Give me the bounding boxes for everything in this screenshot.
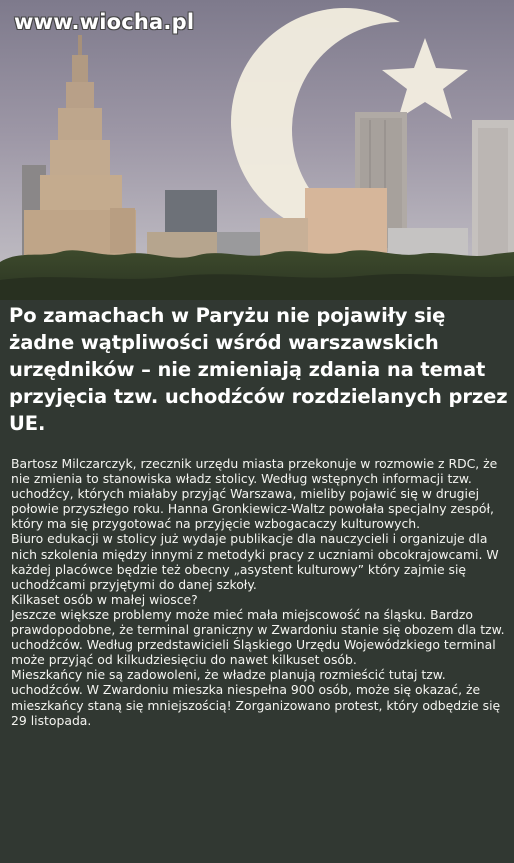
watermark: www.wiocha.pl	[14, 10, 195, 34]
paragraph-mieszkancy: Mieszkańcy nie są zadowoleni, że władze planują rozmieścić tutaj tzw. uchodźców. W Zwardoniu mieszka niespełna 900 osób, może się okazać, że mieszkańcy staną się mniejszością! Zorganizowano protest, który odbędzie się 29 listopada.	[11, 667, 501, 728]
paragraph-zwardon: Jeszcze większe problemy może mieć mała miejscowość na śląsku. Bardzo prawdopodobne, że terminal graniczny w Zwardoniu stanie się obozem dla tzw. uchodźców. Według przedstawicieli Śląskiego Urzędu Wojewódzkiego terminal może przyjąć od kilkudziesięciu do nawet kilkuset osób.	[11, 606, 505, 668]
subheading-wioska: Kilkaset osób w małej wiosce?	[11, 591, 198, 607]
paragraph-rzecznik: Bartosz Milczarczyk, rzecznik urzędu miasta przekonuje w rozmowie z RDC, że nie zmienia to stanowiska władz stolicy. Według wstępnych informacji tzw. uchodźcy, których miałaby przyjąć Warszawa, mieliby pojawić się w drugiej połowie przyszłego roku. Hanna Gronkiewicz-Waltz powołała specjalny zespół, który ma się przygotować na przyjęcie wzbogacaczy kulturowych.	[11, 456, 498, 532]
right-tower	[472, 120, 514, 260]
article-body	[11, 456, 511, 728]
headline: Po zamachach w Paryżu nie pojawiły się żadne wątpliwości wśród warszawskich urzędników – nie zmieniają zdania na temat przyjęcia tzw. uchodźców rozdzielanych przez UE.	[9, 304, 508, 435]
paragraph-biuro-edukacji: Biuro edukacji w stolicy już wydaje publikacje dla nauczycieli i organizuje dla nich szkolenia między innymi z metodyki pracy z uczniami obcokrajowcami. W każdej placówce będzie też obecny „asystent kulturowy” który zajmie się uchodźcami przyjętymi do danej szkoły.	[11, 531, 499, 592]
warsaw-skyline-photo	[0, 0, 514, 300]
skyline-illustration	[0, 0, 514, 300]
